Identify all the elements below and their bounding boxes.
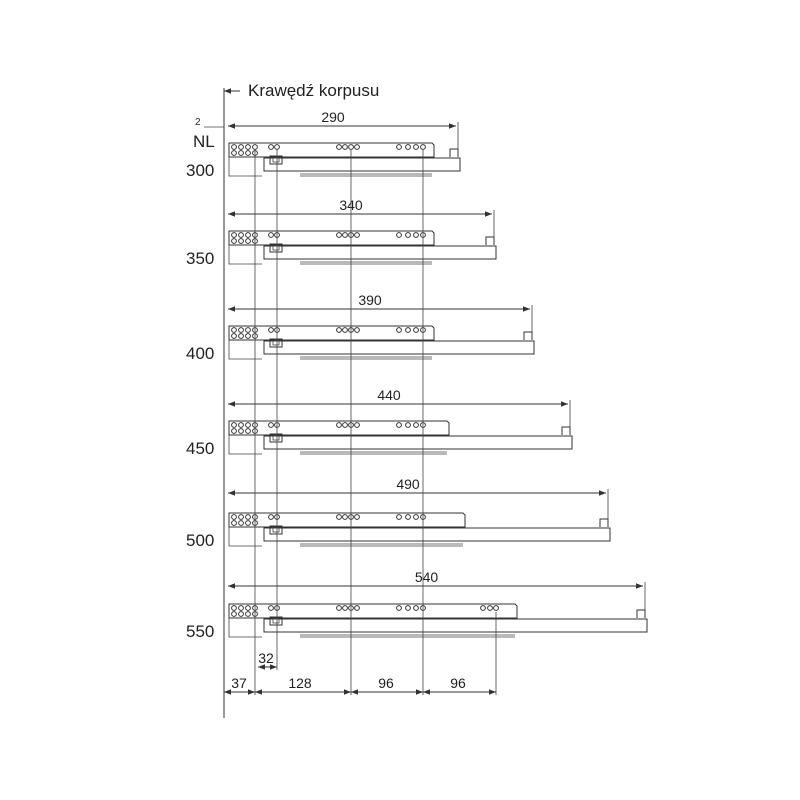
drawer-runner <box>264 246 496 259</box>
drawer-runner <box>264 341 534 354</box>
cabinet-edge-label: Krawędź korpusu <box>248 81 380 100</box>
slide-length-label: 440 <box>377 387 401 403</box>
slide-length-label: 290 <box>321 109 345 125</box>
slide-row <box>186 292 534 363</box>
hole-reference-lines <box>255 150 496 695</box>
nl-value: 300 <box>186 161 215 180</box>
drawer-runner <box>264 619 647 632</box>
dim-96-b: 96 <box>450 675 466 691</box>
rear-stop <box>524 332 532 340</box>
slide-length-label: 340 <box>339 197 363 213</box>
drawer-runner <box>264 528 610 541</box>
offset-label: 2 <box>195 117 201 128</box>
nl-value: 450 <box>186 439 215 458</box>
slide-row <box>186 476 610 550</box>
slide-length-label: 490 <box>396 476 420 492</box>
cabinet-rail <box>229 231 434 245</box>
slide-row <box>186 109 460 180</box>
drawer-runner <box>264 436 572 449</box>
slide-row <box>186 387 572 458</box>
drawer-runner <box>264 158 460 171</box>
slide-length-label: 540 <box>414 569 439 585</box>
slide-row <box>186 197 496 268</box>
dim-128: 128 <box>288 675 312 691</box>
nl-value: 550 <box>186 622 215 641</box>
rear-stop <box>562 427 570 435</box>
rear-stop <box>637 610 645 618</box>
dim-32: 32 <box>258 650 274 666</box>
cabinet-rail <box>229 143 434 157</box>
nl-label: NL <box>193 132 215 151</box>
rear-stop <box>600 519 608 527</box>
nl-value: 400 <box>186 344 215 363</box>
cabinet-rail <box>229 326 434 340</box>
dim-37: 37 <box>231 675 247 691</box>
nl-value: 500 <box>186 531 215 550</box>
rear-stop <box>486 237 494 245</box>
slide-length-label: 390 <box>358 292 382 308</box>
nl-value: 350 <box>186 249 215 268</box>
dim-96-a: 96 <box>378 675 394 691</box>
hole-spacing-dimensions <box>224 650 496 692</box>
rear-stop <box>450 149 458 157</box>
